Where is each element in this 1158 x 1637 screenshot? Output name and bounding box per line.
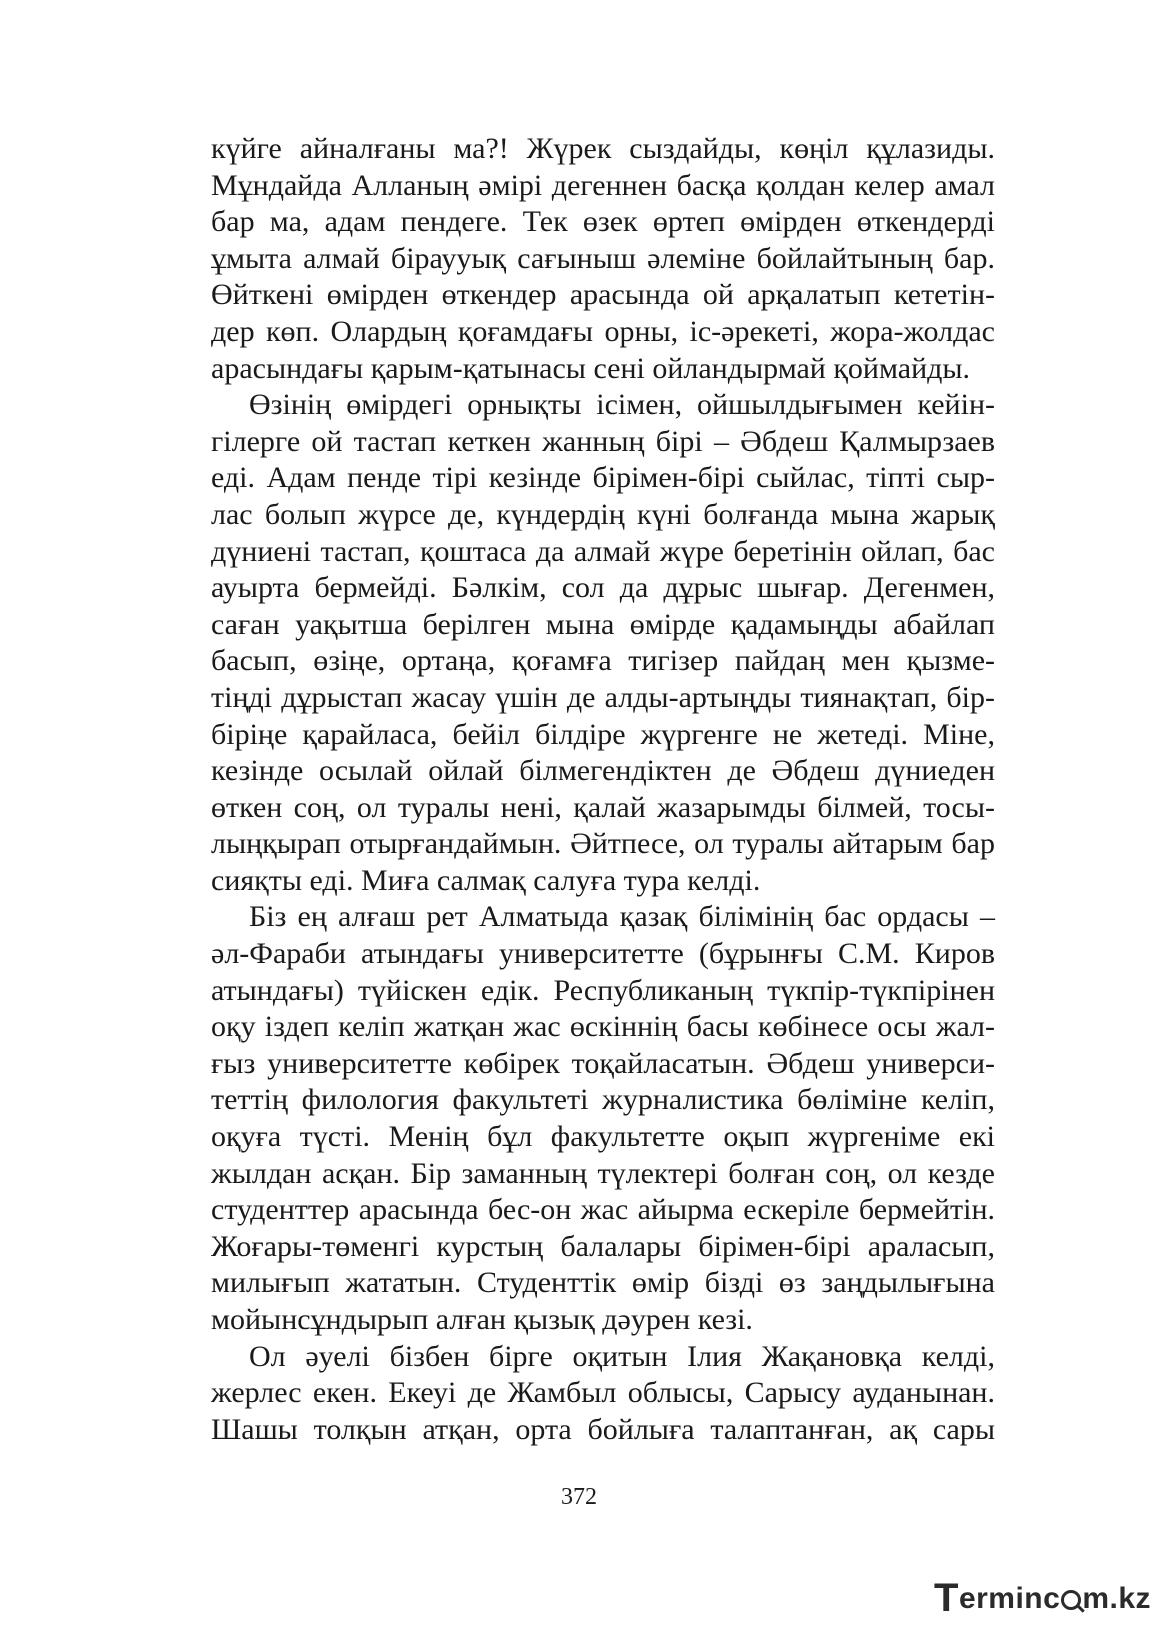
text-line: Өзінің өмірдегі орнықты ісімен, ойшылдығымен кейін-	[249, 388, 995, 422]
text-line: еді. Адам пенде тірі кезінде бірімен-бірі сыйлас, тіпті сыр-	[211, 461, 995, 495]
text-line: Шашы толқын атқан, орта бойлыға талаптанған, ақ сары	[211, 1412, 995, 1446]
text-line: милығып жататын. Студенттік өмір бізді өз заңдылығына	[211, 1266, 995, 1300]
text-line: дер көп. Олардың қоғамдағы орны, іс-әрекеті, жора-жолдас	[211, 314, 995, 348]
body-text	[211, 131, 995, 1448]
termincom-logo	[934, 1576, 1152, 1620]
logo-letter-t: T	[934, 1576, 959, 1620]
text-line: студенттер арасында бес-он жас айырма ескеріле бермейтін.	[211, 1193, 995, 1227]
text-line: саған уақытша берілген мына өмірде қадамыңды абайлап	[211, 607, 995, 641]
text-line: ғыз университетте көбірек тоқайласатын. Әбдеш универси-	[211, 1046, 995, 1080]
text-line: атындағы) түйіскен едік. Республиканың түкпір-түкпірінен	[211, 973, 995, 1007]
text-line: басып, өзіңе, ортаңа, қоғамға тигізер пайдаң мен қызме-	[211, 644, 995, 678]
page-number: 372	[561, 1484, 597, 1510]
magnifier-icon	[1061, 1590, 1081, 1610]
text-line: Жоғары-төменгі курстың балалары бірімен-бірі араласып,	[211, 1229, 995, 1263]
text-line: өткен соң, ол туралы нені, қалай жазарымды білмей, тосы-	[211, 790, 995, 824]
text-line: лас болып жүрсе де, күндердің күні болғанда мына жарық	[211, 497, 995, 531]
text-line: кезінде осылай ойлай білмегендіктен де Әбдеш дүниеден	[211, 754, 995, 788]
text-line: күйге айналғаны ма?! Жүрек сыздайды, көңіл құлазиды.	[211, 132, 995, 165]
text-line: бар ма, адам пендеге. Тек өзек өртеп өмірден өткендерді	[211, 205, 995, 239]
text-line: Біз ең алғаш рет Алматыда қазақ білімінің бас ордасы –	[249, 900, 995, 934]
text-line: әл-Фараби атындағы университетте (бұрынғы С.М. Киров	[211, 937, 995, 971]
text-line: сияқты еді. Миға салмақ салуға тура келді.	[211, 863, 761, 897]
text-line: жылдан асқан. Бір заманның түлектері болған соң, ол кезде	[211, 1156, 995, 1190]
text-line: лыңқырап отырғандаймын. Әйтпесе, ол туралы айтарым бар	[211, 827, 995, 861]
text-line: Өйткені өмірден өткендер арасында ой арқалатып кететін-	[211, 278, 995, 312]
text-line: мойынсұндырып алған қызық дәурен кезі.	[211, 1303, 753, 1336]
text-line: біріңе қарайласа, бейіл білдіре жүргенге не жетеді. Міне,	[211, 717, 995, 751]
text-line: оқу іздеп келіп жатқан жас өскіннің басы көбінесе осы жал-	[211, 1010, 995, 1044]
text-line: Ол әуелі бізбен бірге оқитын Ілия Жақановқа келді,	[249, 1339, 995, 1373]
text-line: тіңді дұрыстап жасау үшін де алды-артыңды тиянақтап, бір-	[211, 680, 995, 714]
text-line: арасындағы қарым-қатынасы сені ойландырмай қоймайды.	[211, 351, 971, 385]
text-line: оқуға түсті. Менің бұл факультетте оқып жүргеніме екі	[211, 1120, 995, 1154]
logo-text-part1: erminc	[958, 1582, 1061, 1615]
logo-text-part2: m.kz	[1082, 1582, 1152, 1615]
text-line: ауырта бермейді. Бәлкім, сол да дұрыс шығар. Дегенмен,	[211, 571, 995, 605]
text-line: дүниені тастап, қоштаса да алмай жүре беретінін ойлап, бас	[211, 534, 995, 568]
text-line: гілерге ой тастап кеткен жанның бірі – Әбдеш Қалмырзаев	[211, 424, 995, 458]
text-line: Мұндайда Алланың әмірі дегеннен басқа қолдан келер амал	[211, 168, 995, 202]
text-line: теттің филология факультеті журналистика бөліміне келіп,	[211, 1083, 995, 1117]
text-line: жерлес екен. Екеуі де Жамбыл облысы, Сарысу ауданынан.	[211, 1376, 995, 1410]
text-line: ұмыта алмай біраууық сағыныш әлеміне бойлайтының бар.	[211, 241, 995, 275]
